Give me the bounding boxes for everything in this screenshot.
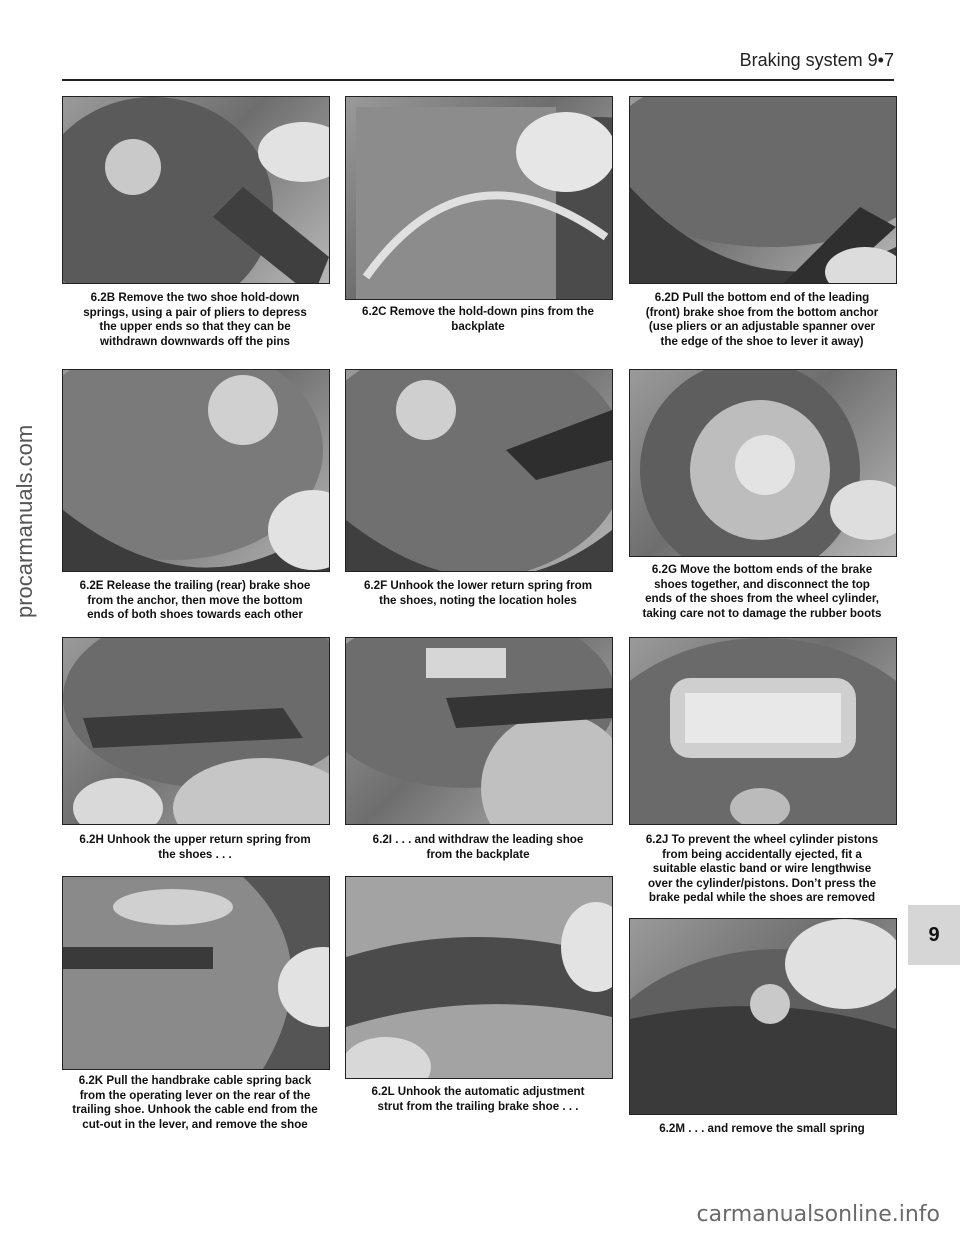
photo-6-2B (62, 96, 330, 284)
caption-6-2E: 6.2E Release the trailing (rear) brake shoe from the anchor, then move the bottom ends of both shoes towards each other (79, 579, 311, 621)
photo-6-2C (345, 96, 613, 300)
caption-6-2F: 6.2F Unhook the lower return spring from the shoes, noting the location holes (363, 579, 593, 607)
photo-6-2M (629, 918, 897, 1115)
photo-6-2L (345, 876, 613, 1079)
chapter-tab: 9 (908, 905, 960, 965)
photo-6-2F (345, 369, 613, 572)
caption-6-2G: 6.2G Move the bottom ends of the brake shoes together, and disconnect the top ends of the shoes from the wheel cylinder, taking care not to damage the rubber boots (642, 563, 882, 620)
caption-6-2I: 6.2I . . . and withdraw the leading shoe from the backplate (372, 833, 584, 861)
photo-6-2D (629, 96, 897, 284)
side-watermark: procarmanuals.com (12, 424, 37, 618)
photo-6-2J (629, 637, 897, 825)
caption-6-2C: 6.2C Remove the hold-down pins from the backplate (362, 305, 594, 333)
caption-6-2M: 6.2M . . . and remove the small spring (659, 1122, 865, 1135)
caption-6-2L: 6.2L Unhook the automatic adjustment strut from the trailing brake shoe . . . (371, 1085, 585, 1113)
footer-watermark: carmanualsonline.info (696, 1202, 940, 1227)
caption-6-2B: 6.2B Remove the two shoe hold-down springs, using a pair of pliers to depress the upper ends so that they can be withdrawn downwards off the pins (83, 291, 307, 348)
photo-6-2G (629, 369, 897, 557)
header-rule (62, 79, 894, 81)
caption-6-2K: 6.2K Pull the handbrake cable spring back from the operating lever on the rear of the trailing shoe. Unhook the cable end from the cut-out in the lever, and remove the shoe (72, 1074, 318, 1131)
photo-6-2H (62, 637, 330, 825)
page-header-title: Braking system 9•7 (739, 50, 894, 70)
caption-6-2D: 6.2D Pull the bottom end of the leading (front) brake shoe from the bottom anchor (use pliers or an adjustable spanner over the edge of the shoe to lever it away) (645, 291, 879, 348)
photo-6-2I (345, 637, 613, 825)
caption-6-2H: 6.2H Unhook the upper return spring from the shoes . . . (79, 833, 311, 861)
photo-6-2E (62, 369, 330, 572)
photo-6-2K (62, 876, 330, 1070)
caption-6-2J: 6.2J To prevent the wheel cylinder pistons from being accidentally ejected, fit a suitable elastic band or wire lengthwise over the cylinder/pistons. Don’t press the brake pedal while the shoes are removed (645, 833, 879, 904)
